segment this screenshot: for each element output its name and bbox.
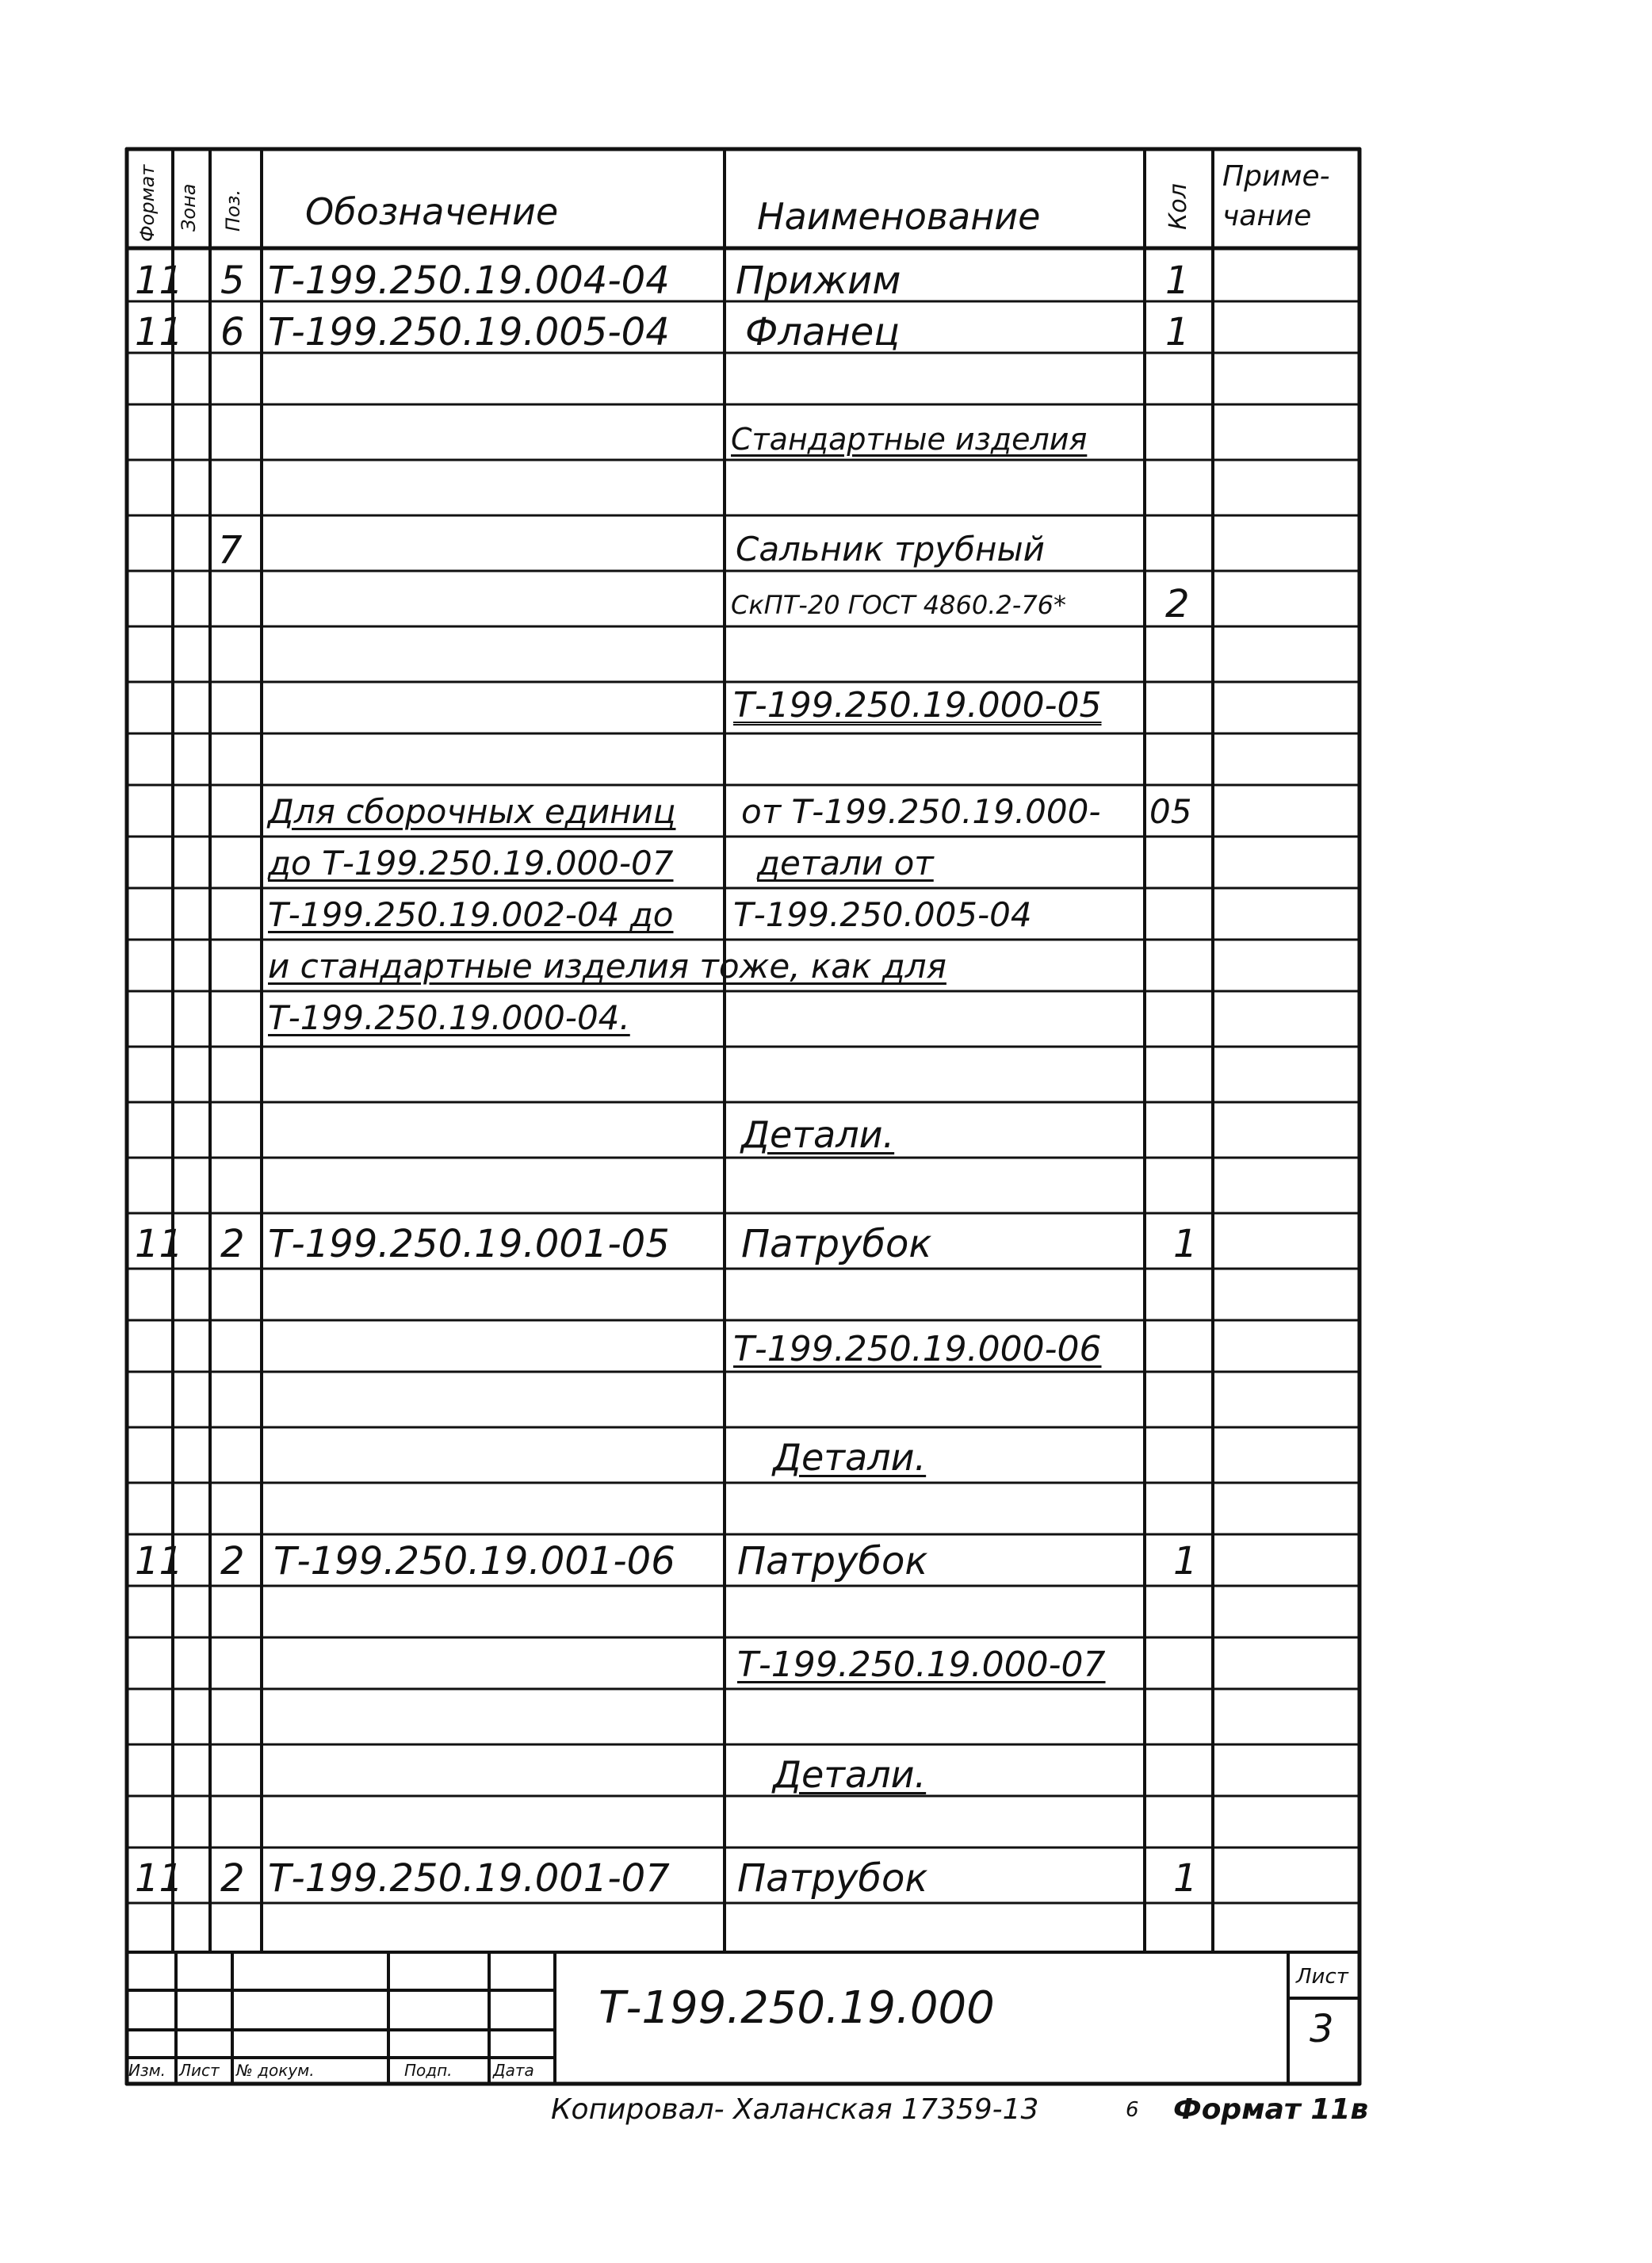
row4-pos: 2: [220, 1222, 245, 1266]
row5-pos: 2: [220, 1539, 245, 1583]
section-heading-07: Т-199.250.19.000-07: [737, 1645, 1106, 1685]
note-line1-c: 05: [1149, 792, 1192, 831]
row3-qty: 2: [1165, 582, 1190, 626]
row4-designation: Т-199.250.19.001-05: [268, 1222, 670, 1266]
stamp-data: Дата: [493, 2061, 534, 2080]
header-format: Формат: [136, 164, 159, 242]
row6-format: 11: [135, 1856, 184, 1901]
footer-page: 6: [1126, 2098, 1139, 2122]
row1-name: Прижим: [736, 258, 901, 303]
details-heading-1: Детали.: [741, 1113, 895, 1156]
footer-format: Формат 11в: [1173, 2093, 1369, 2126]
row2-pos: 6: [220, 310, 245, 354]
header-designation: Обозначение: [305, 190, 559, 233]
row3-name-2: СкПТ-20 ГОСТ 4860.2-76*: [731, 590, 1067, 620]
row5-name: Патрубок: [737, 1539, 928, 1583]
row3-pos: 7: [218, 528, 243, 572]
details-heading-2: Детали.: [773, 1436, 927, 1479]
row1-pos: 5: [220, 258, 245, 303]
stamp-list: Лист: [179, 2061, 220, 2080]
stamp-ndoc: № докум.: [236, 2061, 315, 2080]
row1-format: 11: [135, 258, 184, 303]
stamp-sheet-label: Лист: [1296, 1965, 1348, 1989]
note-line4: и стандартные изделия тоже, как для: [268, 947, 946, 986]
header-note-2: чание: [1222, 200, 1312, 232]
row1-qty: 1: [1165, 258, 1190, 303]
note-line5: Т-199.250.19.000-04.: [268, 998, 630, 1037]
footer-copied: Копировал- Халанская 17359-13: [551, 2093, 1039, 2126]
stamp-izm: Изм.: [128, 2061, 166, 2080]
row1-designation: Т-199.250.19.004-04: [268, 258, 670, 303]
row4-name: Патрубок: [741, 1222, 932, 1266]
row5-designation: Т-199.250.19.001-06: [273, 1539, 675, 1583]
row3-name-1: Сальник трубный: [736, 530, 1045, 569]
note-line1-a: Для сборочных единиц: [268, 792, 676, 831]
row2-format: 11: [135, 310, 184, 354]
row6-pos: 2: [220, 1856, 245, 1901]
row5-format: 11: [135, 1539, 184, 1583]
stamp-doc-code: Т-199.250.19.000: [598, 1982, 995, 2034]
section-heading-06: Т-199.250.19.000-06: [733, 1329, 1102, 1369]
row2-qty: 1: [1165, 310, 1190, 354]
header-qty: Кол: [1164, 183, 1192, 230]
header-pos: Поз.: [222, 189, 244, 232]
row5-qty: 1: [1173, 1539, 1198, 1583]
row4-qty: 1: [1173, 1222, 1198, 1266]
row2-designation: Т-199.250.19.005-04: [268, 310, 670, 354]
note-line3-b: Т-199.250.005-04: [733, 895, 1032, 934]
header-note-1: Приме-: [1222, 160, 1330, 193]
note-line3-a: Т-199.250.19.002-04 до: [268, 895, 674, 934]
stamp-podp: Подп.: [404, 2061, 453, 2080]
row6-name: Патрубок: [737, 1856, 928, 1901]
note-line1-b: от Т-199.250.19.000-: [741, 792, 1101, 831]
row6-designation: Т-199.250.19.001-07: [268, 1856, 670, 1901]
standard-items-heading: Стандартные изделия: [731, 422, 1088, 457]
row4-format: 11: [135, 1222, 184, 1266]
stamp-sheet-number: 3: [1310, 2007, 1334, 2051]
section-heading-05: Т-199.250.19.000-05: [733, 685, 1102, 726]
header-name: Наименование: [757, 195, 1041, 238]
row6-qty: 1: [1173, 1856, 1198, 1901]
row2-name: Фланец: [745, 310, 900, 354]
header-zone: Зона: [178, 183, 200, 232]
note-line2-b: детали от: [757, 844, 934, 883]
details-heading-3: Детали.: [773, 1753, 927, 1796]
note-line2-a: до Т-199.250.19.000-07: [268, 844, 674, 883]
